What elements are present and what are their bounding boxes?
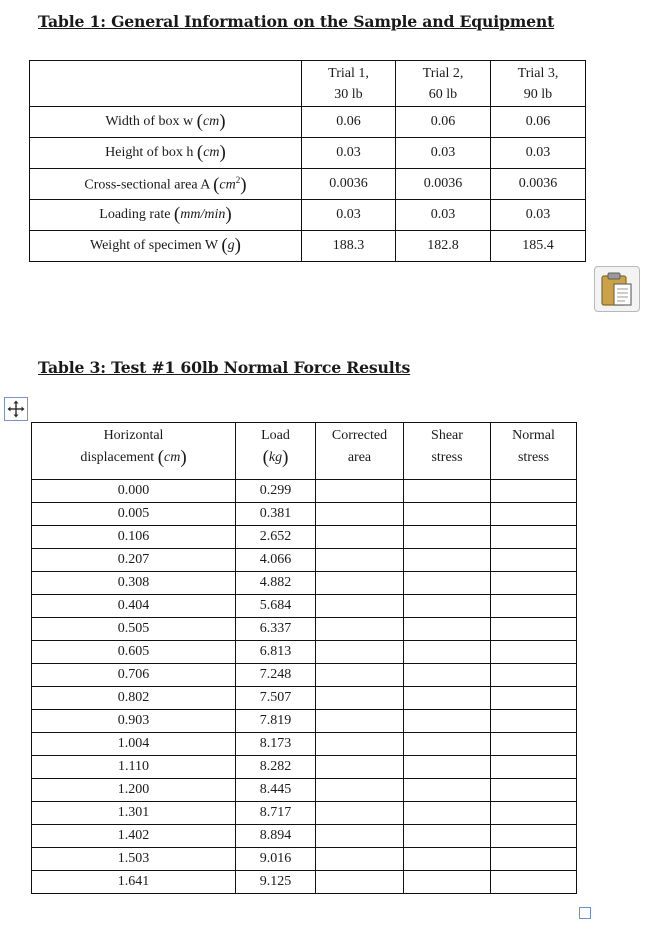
header-line: 30 lb <box>334 86 363 102</box>
normal-stress-cell[interactable] <box>491 526 577 549</box>
table-cell: 0.03 <box>396 138 491 169</box>
shear-stress-cell[interactable] <box>404 733 491 756</box>
load-cell: 2.652 <box>236 526 316 549</box>
load-cell: 7.819 <box>236 710 316 733</box>
unit-text: kg <box>268 450 283 465</box>
table1-header-trial1 <box>302 61 396 107</box>
table-row <box>32 618 577 641</box>
shear-stress-cell[interactable] <box>404 572 491 595</box>
table1-caption: Table 1: General Information on the Sample and Equipment <box>38 12 555 31</box>
row-label: Weight of specimen W (g) <box>30 231 302 262</box>
shear-stress-cell[interactable] <box>404 802 491 825</box>
shear-stress-cell[interactable] <box>404 549 491 572</box>
displacement-cell: 0.605 <box>32 641 236 664</box>
corrected-area-cell[interactable] <box>316 480 404 503</box>
table1-header-trial2 <box>396 61 491 107</box>
corrected-area-cell[interactable] <box>316 549 404 572</box>
load-cell: 4.066 <box>236 549 316 572</box>
load-cell: 5.684 <box>236 595 316 618</box>
table-move-handle-icon[interactable] <box>4 397 28 421</box>
label-text: Weight of specimen W <box>90 238 218 253</box>
corrected-area-cell[interactable] <box>316 848 404 871</box>
table-cell: 0.06 <box>302 107 396 138</box>
header-line: Trial 1, <box>328 65 369 81</box>
header-line: stress <box>517 450 550 465</box>
corrected-area-cell[interactable] <box>316 802 404 825</box>
displacement-cell: 1.301 <box>32 802 236 825</box>
corrected-area-cell[interactable] <box>316 595 404 618</box>
normal-stress-cell[interactable] <box>491 480 577 503</box>
load-cell: 6.813 <box>236 641 316 664</box>
header-line: stress <box>431 450 463 465</box>
shear-stress-cell[interactable] <box>404 848 491 871</box>
displacement-cell: 0.000 <box>32 480 236 503</box>
table3-test-results <box>31 422 577 894</box>
table-cell: 0.03 <box>302 138 396 169</box>
header-line: 90 lb <box>523 86 553 102</box>
shear-stress-cell[interactable] <box>404 779 491 802</box>
label-text: Height of box h <box>105 145 194 160</box>
normal-stress-cell[interactable] <box>491 687 577 710</box>
row-label: Height of box h (cm) <box>30 138 302 169</box>
unit-text: cm <box>203 145 220 160</box>
corrected-area-cell[interactable] <box>316 687 404 710</box>
normal-stress-cell[interactable] <box>491 503 577 526</box>
load-cell: 8.173 <box>236 733 316 756</box>
displacement-cell: 1.110 <box>32 756 236 779</box>
table-cell: 182.8 <box>396 231 491 262</box>
table-cell: 0.03 <box>491 200 586 231</box>
unit-superscript: 2 <box>235 174 241 185</box>
load-cell: 0.299 <box>236 480 316 503</box>
header-line: area <box>347 450 372 465</box>
normal-stress-cell[interactable] <box>491 549 577 572</box>
load-cell: 8.445 <box>236 779 316 802</box>
shear-stress-cell[interactable] <box>404 710 491 733</box>
normal-stress-cell[interactable] <box>491 664 577 687</box>
table1-row-width <box>30 107 586 138</box>
corrected-area-cell[interactable] <box>316 756 404 779</box>
header-line: Trial 2, <box>422 65 464 81</box>
clipboard-paste-icon[interactable] <box>594 266 640 312</box>
header-line: Corrected <box>331 428 388 443</box>
header-line: 60 lb <box>428 86 458 102</box>
table-row <box>32 572 577 595</box>
normal-stress-cell[interactable] <box>491 733 577 756</box>
table-cell: 0.06 <box>396 107 491 138</box>
corrected-area-cell[interactable] <box>316 825 404 848</box>
table-row <box>32 549 577 572</box>
table-row <box>32 756 577 779</box>
header-line: Normal <box>512 428 555 443</box>
header-line: Shear <box>431 428 463 443</box>
corrected-area-cell[interactable] <box>316 641 404 664</box>
unit-text: g <box>227 238 235 253</box>
shear-stress-cell[interactable] <box>404 526 491 549</box>
corrected-area-cell[interactable] <box>316 503 404 526</box>
shear-stress-cell[interactable] <box>404 480 491 503</box>
header-normal-stress <box>491 423 577 480</box>
displacement-cell: 1.402 <box>32 825 236 848</box>
normal-stress-cell[interactable] <box>491 802 577 825</box>
header-line: Trial 3, <box>517 65 559 81</box>
table-cell: 0.0036 <box>302 169 396 200</box>
displacement-cell: 0.404 <box>32 595 236 618</box>
shear-stress-cell[interactable] <box>404 595 491 618</box>
normal-stress-cell[interactable] <box>491 618 577 641</box>
table-row <box>32 779 577 802</box>
load-cell: 8.282 <box>236 756 316 779</box>
displacement-cell: 0.903 <box>32 710 236 733</box>
corrected-area-cell[interactable] <box>316 526 404 549</box>
load-cell: 7.507 <box>236 687 316 710</box>
table-cell: 185.4 <box>491 231 586 262</box>
shear-stress-cell[interactable] <box>404 871 491 894</box>
table1-row-area <box>30 169 586 200</box>
load-cell: 8.894 <box>236 825 316 848</box>
load-cell: 0.381 <box>236 503 316 526</box>
table-cell: 188.3 <box>302 231 396 262</box>
table-row <box>32 687 577 710</box>
table-row <box>32 503 577 526</box>
header-line: Horizontal <box>103 428 164 443</box>
corrected-area-cell[interactable] <box>316 710 404 733</box>
table-row <box>32 641 577 664</box>
table1-row-weight <box>30 231 586 262</box>
displacement-cell: 0.505 <box>32 618 236 641</box>
displacement-cell: 0.706 <box>32 664 236 687</box>
corrected-area-cell[interactable] <box>316 733 404 756</box>
table-row <box>32 526 577 549</box>
shear-stress-cell[interactable] <box>404 756 491 779</box>
row-label: Loading rate (mm/min) <box>30 200 302 231</box>
normal-stress-cell[interactable] <box>491 871 577 894</box>
shear-stress-cell[interactable] <box>404 825 491 848</box>
displacement-cell: 0.005 <box>32 503 236 526</box>
table1-header-row <box>30 61 586 107</box>
corrected-area-cell[interactable] <box>316 871 404 894</box>
displacement-cell: 1.200 <box>32 779 236 802</box>
normal-stress-cell[interactable] <box>491 825 577 848</box>
unit-text: cm <box>164 450 181 465</box>
table1-header-trial3 <box>491 61 586 107</box>
normal-stress-cell[interactable] <box>491 641 577 664</box>
header-shear-stress <box>404 423 491 480</box>
displacement-cell: 0.802 <box>32 687 236 710</box>
row-label: Width of box w (cm) <box>30 107 302 138</box>
corrected-area-cell[interactable] <box>316 618 404 641</box>
table-row <box>32 480 577 503</box>
table-cell: 0.0036 <box>491 169 586 200</box>
table1-row-height <box>30 138 586 169</box>
table-row <box>32 848 577 871</box>
table1-header-empty <box>30 61 302 107</box>
table-row <box>32 871 577 894</box>
normal-stress-cell[interactable] <box>491 779 577 802</box>
header-corrected-area <box>316 423 404 480</box>
shear-stress-cell[interactable] <box>404 687 491 710</box>
normal-stress-cell[interactable] <box>491 595 577 618</box>
table-row <box>32 710 577 733</box>
shear-stress-cell[interactable] <box>404 664 491 687</box>
table-row <box>32 664 577 687</box>
normal-stress-cell[interactable] <box>491 572 577 595</box>
load-cell: 7.248 <box>236 664 316 687</box>
displacement-cell: 0.308 <box>32 572 236 595</box>
displacement-cell: 1.503 <box>32 848 236 871</box>
table-row <box>32 733 577 756</box>
table1-row-loading-rate <box>30 200 586 231</box>
table-cell: 0.03 <box>491 138 586 169</box>
unit-text: mm/min <box>180 207 226 222</box>
normal-stress-cell[interactable] <box>491 756 577 779</box>
load-cell: 4.882 <box>236 572 316 595</box>
corrected-area-cell[interactable] <box>316 779 404 802</box>
table-cell: 0.03 <box>302 200 396 231</box>
normal-stress-cell[interactable] <box>491 710 577 733</box>
displacement-cell: 0.207 <box>32 549 236 572</box>
header-line: displacement <box>80 450 155 465</box>
table-row <box>32 802 577 825</box>
table3-caption: Table 3: Test #1 60lb Normal Force Results <box>38 358 411 377</box>
table3-header-row <box>32 423 577 480</box>
header-load: Load (kg) <box>236 423 316 480</box>
row-label: Cross-sectional area A $(cm^2)$ <box>30 169 302 200</box>
unit-text: cm <box>219 177 236 193</box>
load-cell: 9.016 <box>236 848 316 871</box>
shear-stress-cell[interactable] <box>404 618 491 641</box>
shear-stress-cell[interactable] <box>404 503 491 526</box>
displacement-cell: 1.641 <box>32 871 236 894</box>
table3-body <box>32 480 577 894</box>
table-cell: 0.03 <box>396 200 491 231</box>
normal-stress-cell[interactable] <box>491 848 577 871</box>
header-displacement: Horizontal displacement (cm) <box>32 423 236 480</box>
corrected-area-cell[interactable] <box>316 572 404 595</box>
label-text: Cross-sectional area A <box>84 177 210 193</box>
shear-stress-cell[interactable] <box>404 641 491 664</box>
table-cell: 0.06 <box>491 107 586 138</box>
label-text: Loading rate <box>99 207 171 222</box>
table-row <box>32 825 577 848</box>
table-row <box>32 595 577 618</box>
table-cell: 0.0036 <box>396 169 491 200</box>
load-cell: 6.337 <box>236 618 316 641</box>
displacement-cell: 1.004 <box>32 733 236 756</box>
load-cell: 8.717 <box>236 802 316 825</box>
table1-general-info <box>29 60 586 262</box>
displacement-cell: 0.106 <box>32 526 236 549</box>
corrected-area-cell[interactable] <box>316 664 404 687</box>
label-text: Width of box w <box>105 114 194 129</box>
load-cell: 9.125 <box>236 871 316 894</box>
unit-text: cm <box>202 114 220 129</box>
header-line: Load <box>261 428 290 443</box>
table-resize-handle-icon[interactable] <box>579 907 591 919</box>
